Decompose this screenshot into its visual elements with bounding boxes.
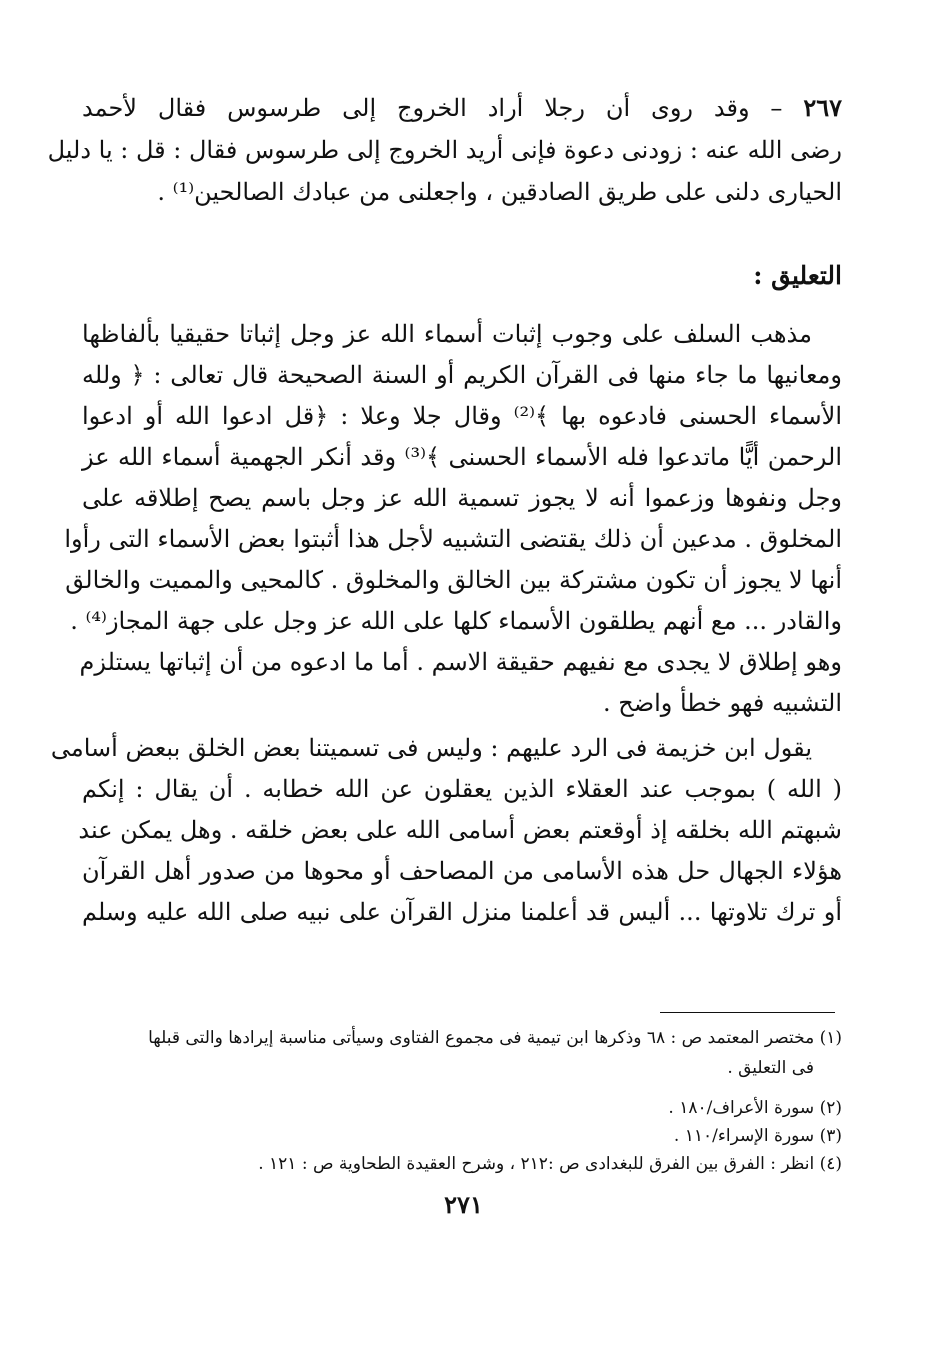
section-heading: التعليق : [753,261,842,290]
paragraph-3-line-2: ( الله ) بموجب عند العقلاء الذين يعقلون عن الله خطابه . أن يقال : إنكم [82,775,842,803]
footnote-3: (٣) سورة الإسراء/١١٠ . [673,1126,842,1146]
paragraph-1-line-3: الحيارى دلنى على طريق الصادقين ، واجعلنى من عبادك الصالحين⁽¹⁾ . [157,178,842,206]
footnote-1: (١) مختصر المعتمد ص : ٦٨ وذكرها ابن تيمية فى مجموع الفتاوى وسيأتى مناسبة إيرادها والتى قبلها [148,1028,842,1048]
footnote-separator [660,1012,835,1013]
paragraph-3-line-5: أو ترك تلاوتها ... أليس قد أعلمنا منزل القرآن على نبيه صلى الله عليه وسلم [82,898,842,926]
paragraph-2-line-1: مذهب السلف على وجوب إثبات أسماء الله عز وجل إثباتا حقيقيا بألفاظها [82,320,812,348]
paragraph-2-line-3: الأسماء الحسنى فادعوه بها ﴾⁽²⁾ وقال جلا وعلا : ﴿قل ادعوا الله أو ادعوا [82,402,842,430]
item-number: ٢٦٧ [803,93,842,122]
paragraph-2-line-6: المخلوق . مدعين أن ذلك يقتضى التشبيه لأجل هذا أثبتوا بعض الأسماء التى رأوا [64,525,842,553]
paragraph-2-line-8: والقادر ... مع أنهم يطلقون الأسماء كلها على الله عز وجل على جهة المجاز⁽⁴⁾ . [70,607,842,635]
footnote-2: (٢) سورة الأعراف/١٨٠ . [668,1098,842,1118]
paragraph-2-line-4: الرحمن أيًّا ماتدعوا فله الأسماء الحسنى ﴾⁽³⁾ وقد أنكر الجهمية أسماء الله عز [82,443,843,471]
paragraph-3-line-4: هؤلاء الجهال حل هذه الأسامى من المصاحف أو محوها من صدور أهل القرآن [82,857,842,885]
paragraph-1-line-1 [82,88,842,128]
paragraph-2-line-9: وهو إطلاق لا يجدى مع نفيهم حقيقة الاسم . أما ما ادعوه من أن إثباتها يستلزم [79,648,842,676]
footnote-4: (٤) انظر : الفرق بين الفرق للبغدادى ص :٢١٢ ، وشرح العقيدة الطحاوية ص : ١٢١ . [258,1154,842,1174]
paragraph-2-line-5: وجل ونفوها وزعموا أنه لا يجوز تسمية الله عز وجل باسم يصح إطلاقه على [82,484,842,512]
paragraph-2-line-10: التشبيه فهو خطأ واضح . [602,689,842,717]
paragraph-1-line-2: رضى الله عنه : زودنى دعوة فإنى أريد الخروج إلى طرسوس فقال : قل : يا دليل [47,136,842,164]
page-number: ٢٧١ [444,1190,483,1219]
paragraph-2-line-2: ومعانيها ما جاء منها فى القرآن الكريم أو السنة الصحيحة قال تعالى : ﴿ ولله [82,361,843,389]
footnote-1-continued: فى التعليق . [727,1058,814,1078]
paragraph-2-line-7: أنها لا يجوز أن تكون مشتركة بين الخالق والمخلوق . كالمحيى والمميت والخالق [65,566,842,594]
paragraph-1-text: – وقد روى أن رجلا أراد الخروج إلى طرسوس فقال لأحمد [82,94,783,122]
paragraph-3-line-3: شبهتم الله بخلقه إذ أوقعتم بعض أسامى الله على بعض خلقه . وهل يمكن عند [78,816,842,844]
paragraph-3-line-1: يقول ابن خزيمة فى الرد عليهم : وليس فى تسميتنا بعض الخلق ببعض أسامى [50,734,812,762]
